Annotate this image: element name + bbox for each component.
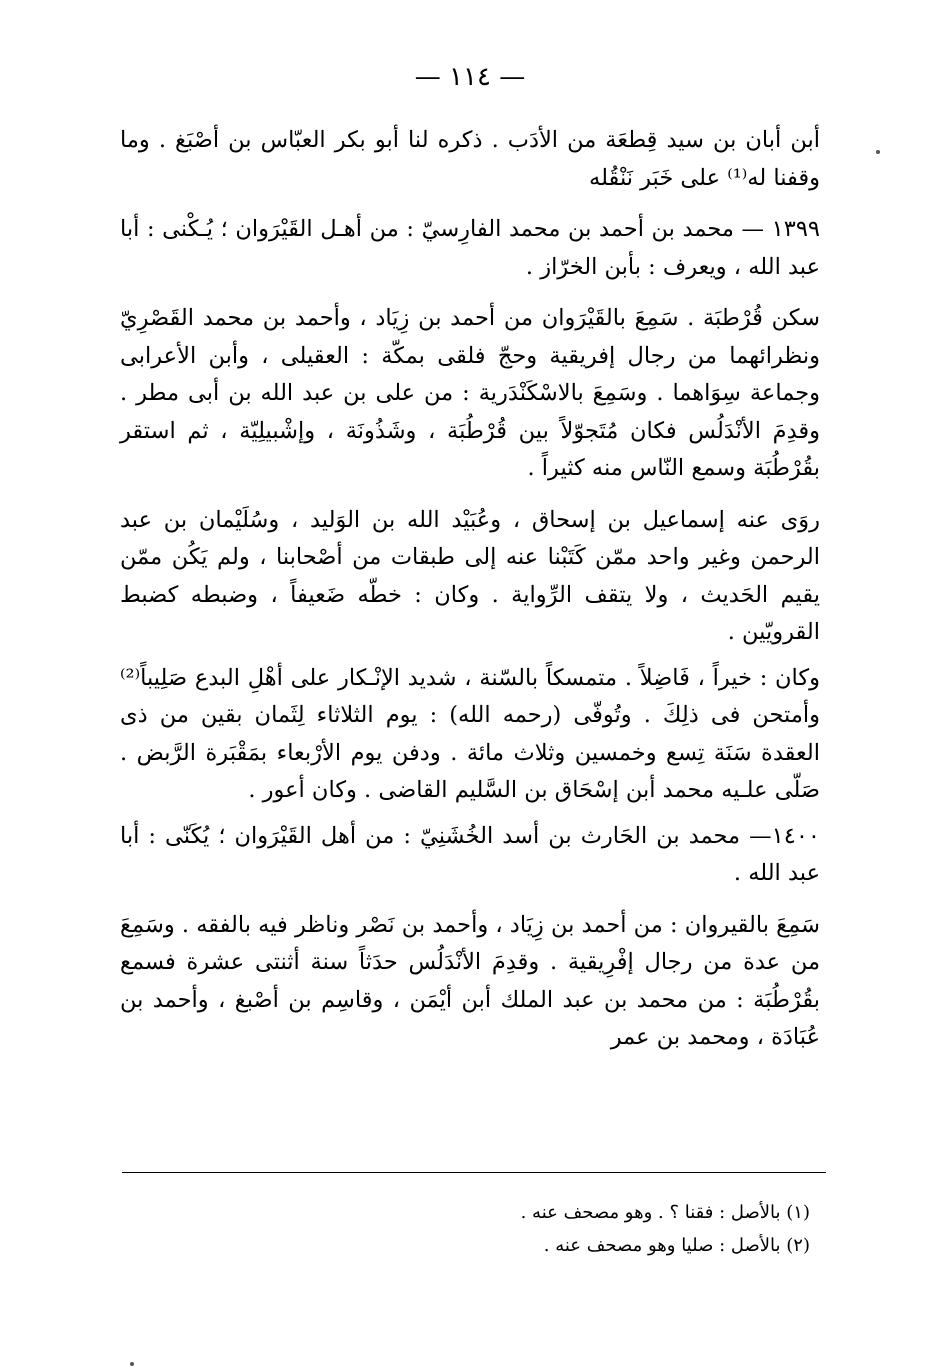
entry-1399-biography: سكن قُرْطبَة . سَمِعَ بالقَيْرَوان من أحمد بن زِيَاد ، وأحمد بن محمد القَصْرِيّ ونظرائهما من رجال إفريقية وحجّ فلقى بمكّة : العقيلى ، وأبن الأعرابى وجماعة سِوَاهما . وسَمِعَ بالاسْكَنْدَرية : من على بن عبد الله بن أبى مطر . وقدِمَ الأنْدَلُس فكان مُتَجوّلاً بين قُرْطُبَة ، وشَذُونَة ، وإشْبيلِيّة ، ثم استقر بقُرْطُبَة وسمع النّاس منه كثيراً . <box>120 305 820 481</box>
footnotes <box>440 1196 810 1262</box>
entry-1400-heading: ١٤٠٠— محمد بن الحَارث بن أسد الخُشَنِيّ : من أهل القَيْرَوان ؛ يُكَنّى : أبا عبد الله . <box>120 822 820 886</box>
paragraph-continuation: أبن أبان بن سيد قِطعَة من الأدَب . ذكره لنا أبو بكر العبّاس بن أصْبَغ . وما وقفنا له⁽¹⁾ على خَبَر نَنْقُله <box>120 127 820 191</box>
scan-speck <box>876 150 880 154</box>
entry-1399-heading: ١٣٩٩ — محمد بن أحمد بن محمد الفارِسيّ : من أهـل القَيْرَوان ؛ يُـكْنى : أبا عبد الله ، ويعرف : بأبن الخرّاز . <box>120 216 820 280</box>
entry-1399-character-death: وكان : خيراً ، فَاضِلاً . متمسكاً بالسّنة ، شديد الإنْـكار على أهْلِ البدع صَلِيباً⁽²⁾ وأمتحن فى ذلِكَ . وتُوفّى (رحمه الله) : يوم الثلاثاء لِثَمان بقين من ذى العقدة سَنَة تِسع وخمسين وثلاث مائة . ودفن يوم الأرْبعاء بمَقْبَرة الرَّبض . صَلّى علـيه محمد أبن إسْحَاق بن السَّليم القاضى . وكان أعور . <box>120 664 820 803</box>
footnote-2: (٢) بالأصل : صليا وهو مصحف عنه . <box>543 1235 810 1256</box>
footnote-1: (١) بالأصل : فقنا ؟ . وهو مصحف عنه . <box>520 1202 810 1223</box>
main-text <box>120 122 820 1057</box>
page-number: — ١١٤ — <box>414 62 526 92</box>
entry-1399-transmitters: روَى عنه إسماعيل بن إسحاق ، وعُبَيْد الله بن الوَليد ، وسُلَيْمان بن عبد الرحمن وغير واحد ممّن كَتَبْنا عنه إلى طبقات من أصْحابنا ، ولم يَكُن ممّن يقيم الحَديث ، ولا يتقف الرِّواية . وكان : خطّه ضَعيفاً ، وضبطه كضبط القرويّين . <box>120 506 821 645</box>
scan-speck <box>130 1362 134 1366</box>
entry-1400-biography: سَمِعَ بالقيروان : من أحمد بن زِيَاد ، وأحمد بن نَصْر وناظر فيه بالفقه . وسَمِعَ من عدة من رجال إفْرِيقية . وقدِمَ الأنْدَلُس حدَثاً سنة أثنتى عشرة فسمع بقُرْطُبَة : من محمد بن عبد الملك أبن أيْمَن ، وقاسِم بن أصْبغ ، وأحمد بن عُبَادَة ، ومحمد بن عمر <box>120 911 820 1050</box>
footnote-divider <box>122 1172 826 1173</box>
